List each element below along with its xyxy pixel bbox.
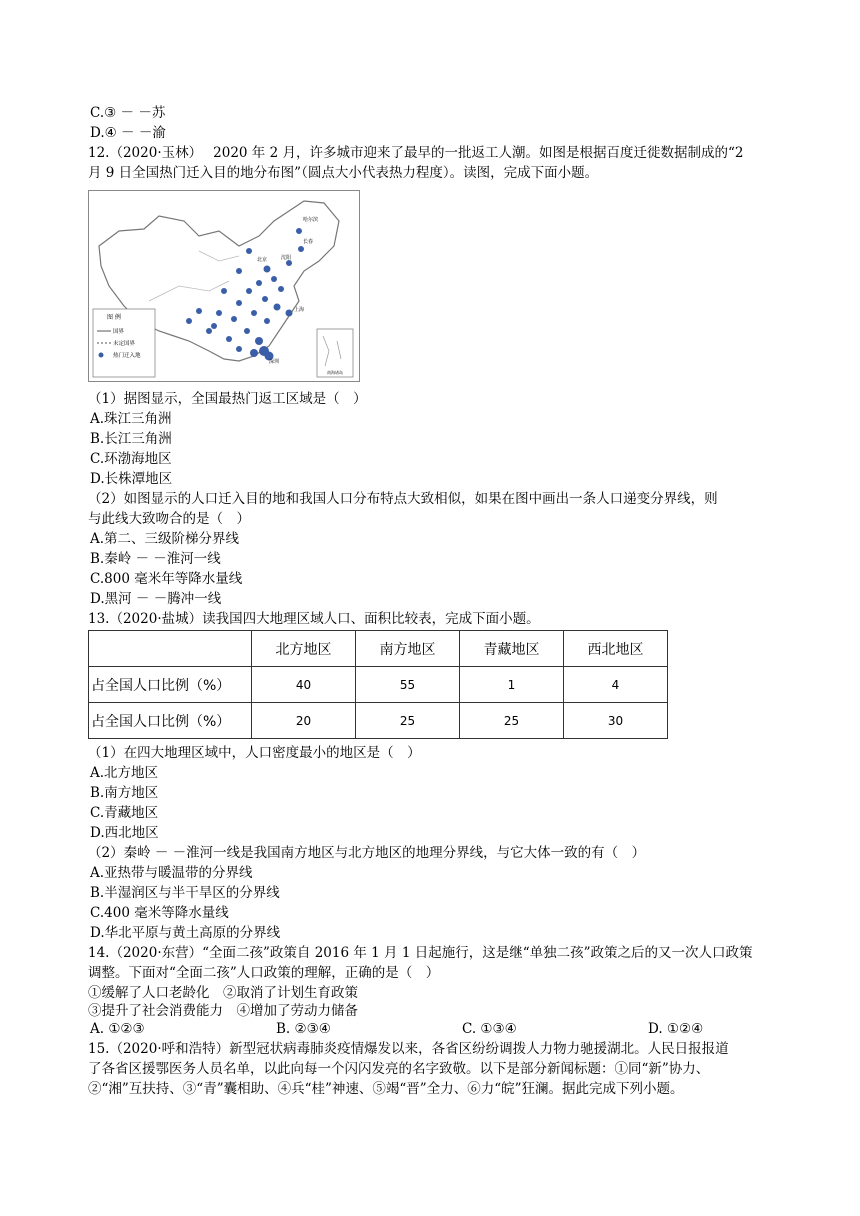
hotspot-dot <box>216 310 222 316</box>
q13-stem: 13.（2020·盐城）读我国四大地理区域人口、面积比较表，完成下面小题。 <box>88 611 540 627</box>
hotspot-dot <box>246 288 252 294</box>
city-shanghai: 上海 <box>294 307 305 313</box>
table-row <box>89 667 668 703</box>
hotspot-dot <box>206 328 212 334</box>
table-cell: 1 <box>460 667 564 703</box>
q14-items-line2: ③提升了社会消费能力 ④增加了劳动力储备 <box>88 1003 358 1019</box>
q14-option-c: C. ①③④ <box>462 1021 517 1037</box>
table-cell: 30 <box>564 703 668 739</box>
hotspot-dot <box>296 228 302 234</box>
table-cell: 25 <box>460 703 564 739</box>
hotspot-dot <box>264 318 270 324</box>
hotspot-dot <box>278 286 284 292</box>
q14-option-a: A. ①②③ <box>90 1021 145 1037</box>
table-cell: 40 <box>252 667 356 703</box>
city-shenzhen: 深圳 <box>269 359 280 365</box>
q11-option-d: D.④ － －渝 <box>90 125 166 141</box>
table-header-cell: 南方地区 <box>356 631 460 667</box>
q14-option-d: D. ①②④ <box>648 1021 704 1037</box>
q13-sub2-option-c: C.400 毫米等降水量线 <box>90 905 229 921</box>
q14-option-b: B. ②③④ <box>276 1021 331 1037</box>
hotspot-dot <box>186 318 192 324</box>
q12-sub1-option-d: D.长株潭地区 <box>90 471 173 487</box>
q15-line3: ②“湘”互扶持、③“青”囊相助、④兵“桂”神速、⑤竭“晋”全力、⑥力“皖”狂澜。据此完成下列小题。 <box>88 1081 684 1097</box>
q13-sub1-option-b: B.南方地区 <box>90 785 159 801</box>
q13-sub2-option-d: D.华北平原与黄土高原的分界线 <box>90 925 281 941</box>
q14-stem-line2: 调整。下面对“全面二孩”人口政策的理解，正确的是（ ） <box>88 965 440 981</box>
table-cell: 25 <box>356 703 460 739</box>
q13-sub1-option-c: C.青藏地区 <box>90 805 159 821</box>
q11-option-c: C.③ － －苏 <box>90 105 166 121</box>
q12-sub2-option-a: A.第二、三级阶梯分界线 <box>90 531 240 547</box>
q13-sub1-option-d: D.西北地区 <box>90 825 159 841</box>
legend-item-undetermined: 未定国界 <box>113 341 136 347</box>
q12-sub1-stem: （1）据图显示，全国最热门返工区域是（ ） <box>88 391 367 407</box>
china-map-graphic <box>89 191 359 381</box>
q12-sub2-stem-line2: 与此线大致吻合的是（ ） <box>88 511 250 527</box>
table-header-row <box>89 631 668 667</box>
table-row <box>89 703 668 739</box>
hotspot-dot <box>231 316 237 322</box>
city-changchun: 长春 <box>303 239 314 245</box>
q12-sub2-option-b: B.秦岭 － －淮河一线 <box>90 551 221 567</box>
hotspot-dot <box>250 349 258 357</box>
hotspot-dot <box>262 296 268 302</box>
hotspot-dot <box>196 308 202 314</box>
q15-line2: 了各省区援鄂医务人员名单，以此向每一个闪闪发亮的名字致敬。以下是部分新闻标题：①同“新”协力、 <box>88 1061 710 1077</box>
hotspot-dot <box>251 310 257 316</box>
region-comparison-table <box>88 630 668 739</box>
q14-stem-line1: 14.（2020·东营）“全面二孩”政策自 2016 年 1 月 1 日起施行，这是继“单独二孩”政策之后的又一次人口政策 <box>88 945 753 961</box>
q15-line1: 15.（2020·呼和浩特）新型冠状病毒肺炎疫情爆发以来，各省区纷纷调拨人力物力驰援湖北。人民日报报道 <box>88 1041 729 1057</box>
hotspot-dot <box>211 323 217 329</box>
hotspot-dot <box>264 266 271 273</box>
legend-item-border: 国界 <box>113 329 125 335</box>
q13-sub2-stem: （2）秦岭 － －淮河一线是我国南方地区与北方地区的地理分界线，与它大体一致的有（ ） <box>88 845 646 861</box>
hotspot-dot <box>298 246 304 252</box>
q13-sub1-option-a: A.北方地区 <box>90 765 159 781</box>
hotspot-dot <box>286 310 293 317</box>
q14-items-line1: ①缓解了人口老龄化 ②取消了计划生育政策 <box>88 985 358 1001</box>
hotspot-dot <box>274 304 281 311</box>
migration-map-figure <box>88 190 360 382</box>
hotspot-dot <box>246 248 252 254</box>
city-beijing: 北京 <box>257 257 268 263</box>
hotspot-dot <box>271 276 277 282</box>
table-cell: 55 <box>356 667 460 703</box>
table-row-label: 占全国人口比例（%） <box>89 703 252 739</box>
city-shenyang: 沈阳 <box>281 255 292 261</box>
table-header-cell: 北方地区 <box>252 631 356 667</box>
table-cell: 20 <box>252 703 356 739</box>
q13-sub1-stem: （1）在四大地理区域中，人口密度最小的地区是（ ） <box>88 745 421 761</box>
hotspot-dot <box>226 336 232 342</box>
hotspot-dot <box>236 268 242 274</box>
q12-sub1-option-a: A.珠江三角洲 <box>90 411 172 427</box>
table-header-cell <box>89 631 252 667</box>
q12-sub2-option-d: D.黑河 － －腾冲一线 <box>90 591 222 607</box>
city-harbin: 哈尔滨 <box>303 217 319 223</box>
q13-sub2-option-b: B.半湿润区与半干旱区的分界线 <box>90 885 280 901</box>
q12-stem-line2: 月 9 日全国热门迁入目的地分布图”（圆点大小代表热力程度）。读图，完成下面小题。 <box>88 165 599 181</box>
q12-sub1-option-c: C.环渤海地区 <box>90 451 172 467</box>
q12-sub2-option-c: C.800 毫米年等降水量线 <box>90 571 243 587</box>
legend-title: 图 例 <box>107 314 121 321</box>
table-row-label: 占全国人口比例（%） <box>89 667 252 703</box>
hotspot-dot <box>256 280 262 286</box>
hotspot-dot <box>255 337 263 345</box>
hotspot-dot <box>236 300 242 306</box>
hotspot-dot <box>244 328 250 334</box>
inset-label: 南海诸岛 <box>327 370 343 375</box>
q13-sub2-option-a: A.亚热带与暖温带的分界线 <box>90 865 253 881</box>
legend-item-hotspot: 热门迁入地 <box>113 353 141 359</box>
table-cell: 4 <box>564 667 668 703</box>
table-header-cell: 西北地区 <box>564 631 668 667</box>
q12-sub1-option-b: B.长江三角洲 <box>90 431 172 447</box>
q12-sub2-stem-line1: （2）如图显示的人口迁入目的地和我国人口分布特点大致相似，如果在图中画出一条人口递变分界线，则 <box>88 491 718 507</box>
q12-stem-line1: 12.（2020·玉林） 2020 年 2 月，许多城市迎来了最早的一批返工人潮。如图是根据百度迁徙数据制成的“2 <box>88 145 744 161</box>
hotspot-dot <box>221 288 227 294</box>
hotspot-dot <box>236 346 242 352</box>
table-header-cell: 青藏地区 <box>460 631 564 667</box>
